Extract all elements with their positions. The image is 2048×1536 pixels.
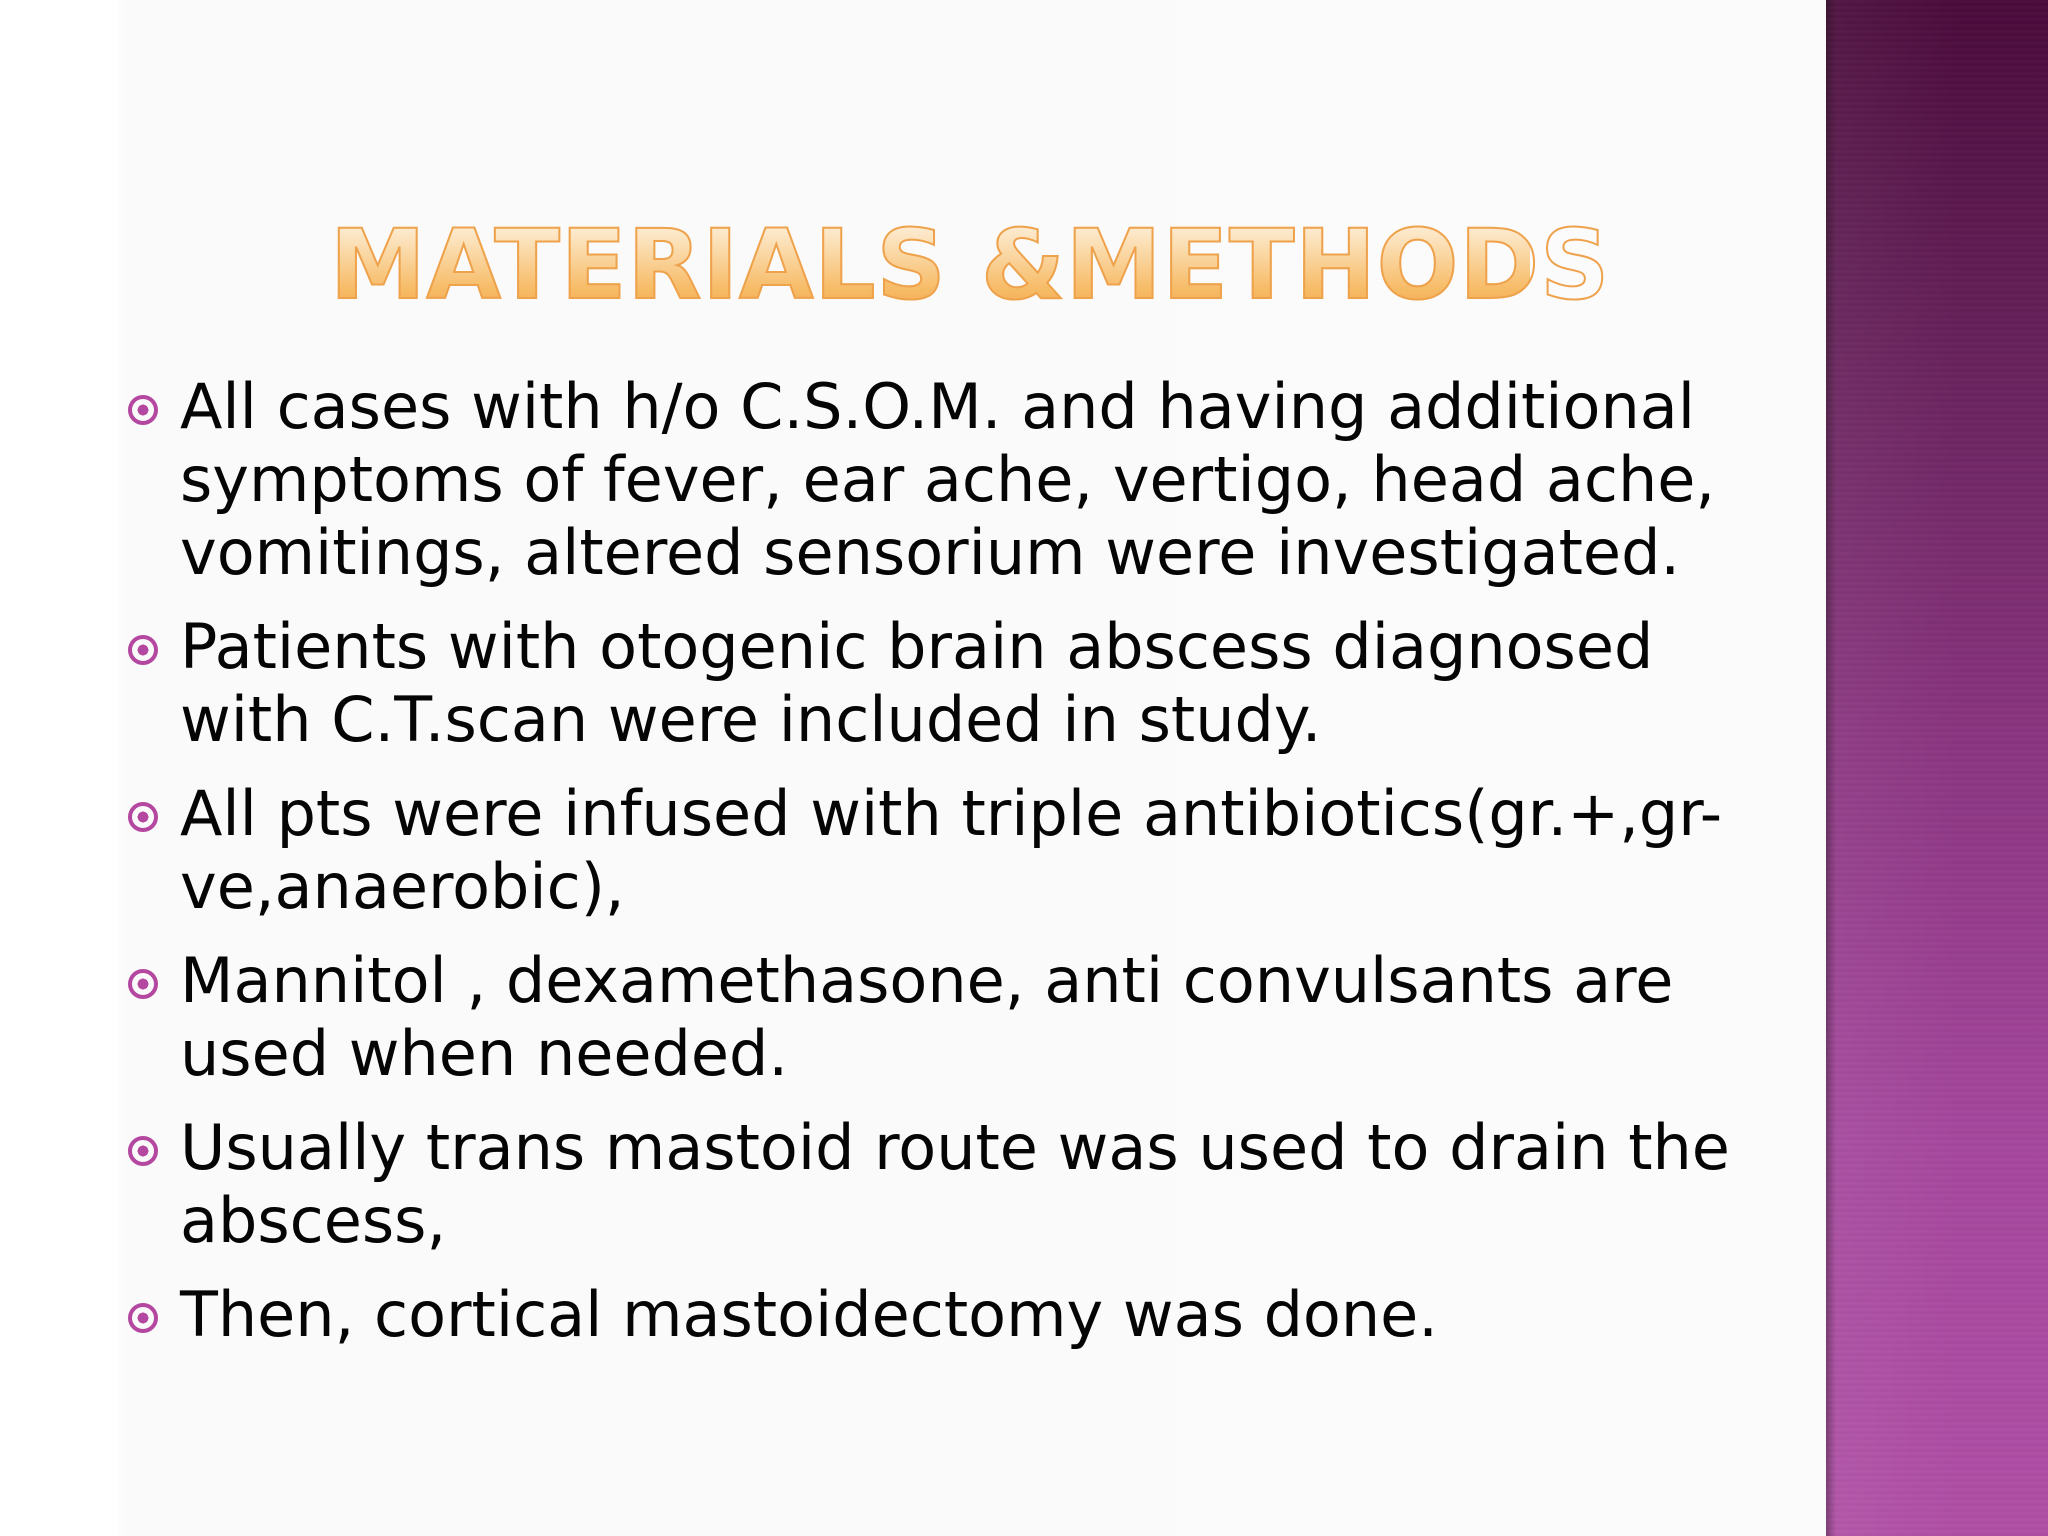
circle-dot-icon [128, 969, 158, 999]
circle-dot-icon [128, 1303, 158, 1333]
bullet-item-4 [120, 944, 1730, 1090]
circle-dot-icon [128, 1136, 158, 1166]
circle-dot-icon [128, 635, 158, 665]
bullet-item-6 [120, 1278, 1730, 1351]
bullet-text-4: Mannitol , dexamethasone, anti convulsants are used when needed. [180, 944, 1674, 1090]
bullet-item-2 [120, 610, 1730, 756]
slide-left-margin [0, 0, 118, 1536]
bullet-item-5 [120, 1111, 1730, 1257]
bullet-item-1 [120, 370, 1730, 589]
slide-title: MATERIALS &METHODS [330, 209, 1611, 321]
circle-dot-icon [128, 395, 158, 425]
bullet-list [120, 370, 1730, 1372]
bullet-text-1: All cases with h/o C.S.O.M. and having additional symptoms of fever, ear ache, vertigo, head ache, vomitings, altered sensorium were investigated. [180, 370, 1716, 589]
circle-dot-icon [128, 802, 158, 832]
bullet-item-3 [120, 777, 1730, 923]
bullet-text-2: Patients with otogenic brain abscess diagnosed with C.T.scan were included in study. [180, 610, 1654, 756]
bullet-text-6: Then, cortical mastoidectomy was done. [180, 1278, 1439, 1351]
purple-side-band [1826, 0, 2048, 1536]
bullet-text-5: Usually trans mastoid route was used to drain the abscess, [180, 1111, 1730, 1257]
bullet-text-3: All pts were infused with triple antibiotics(gr.+,gr-ve,anaerobic), [180, 777, 1723, 923]
